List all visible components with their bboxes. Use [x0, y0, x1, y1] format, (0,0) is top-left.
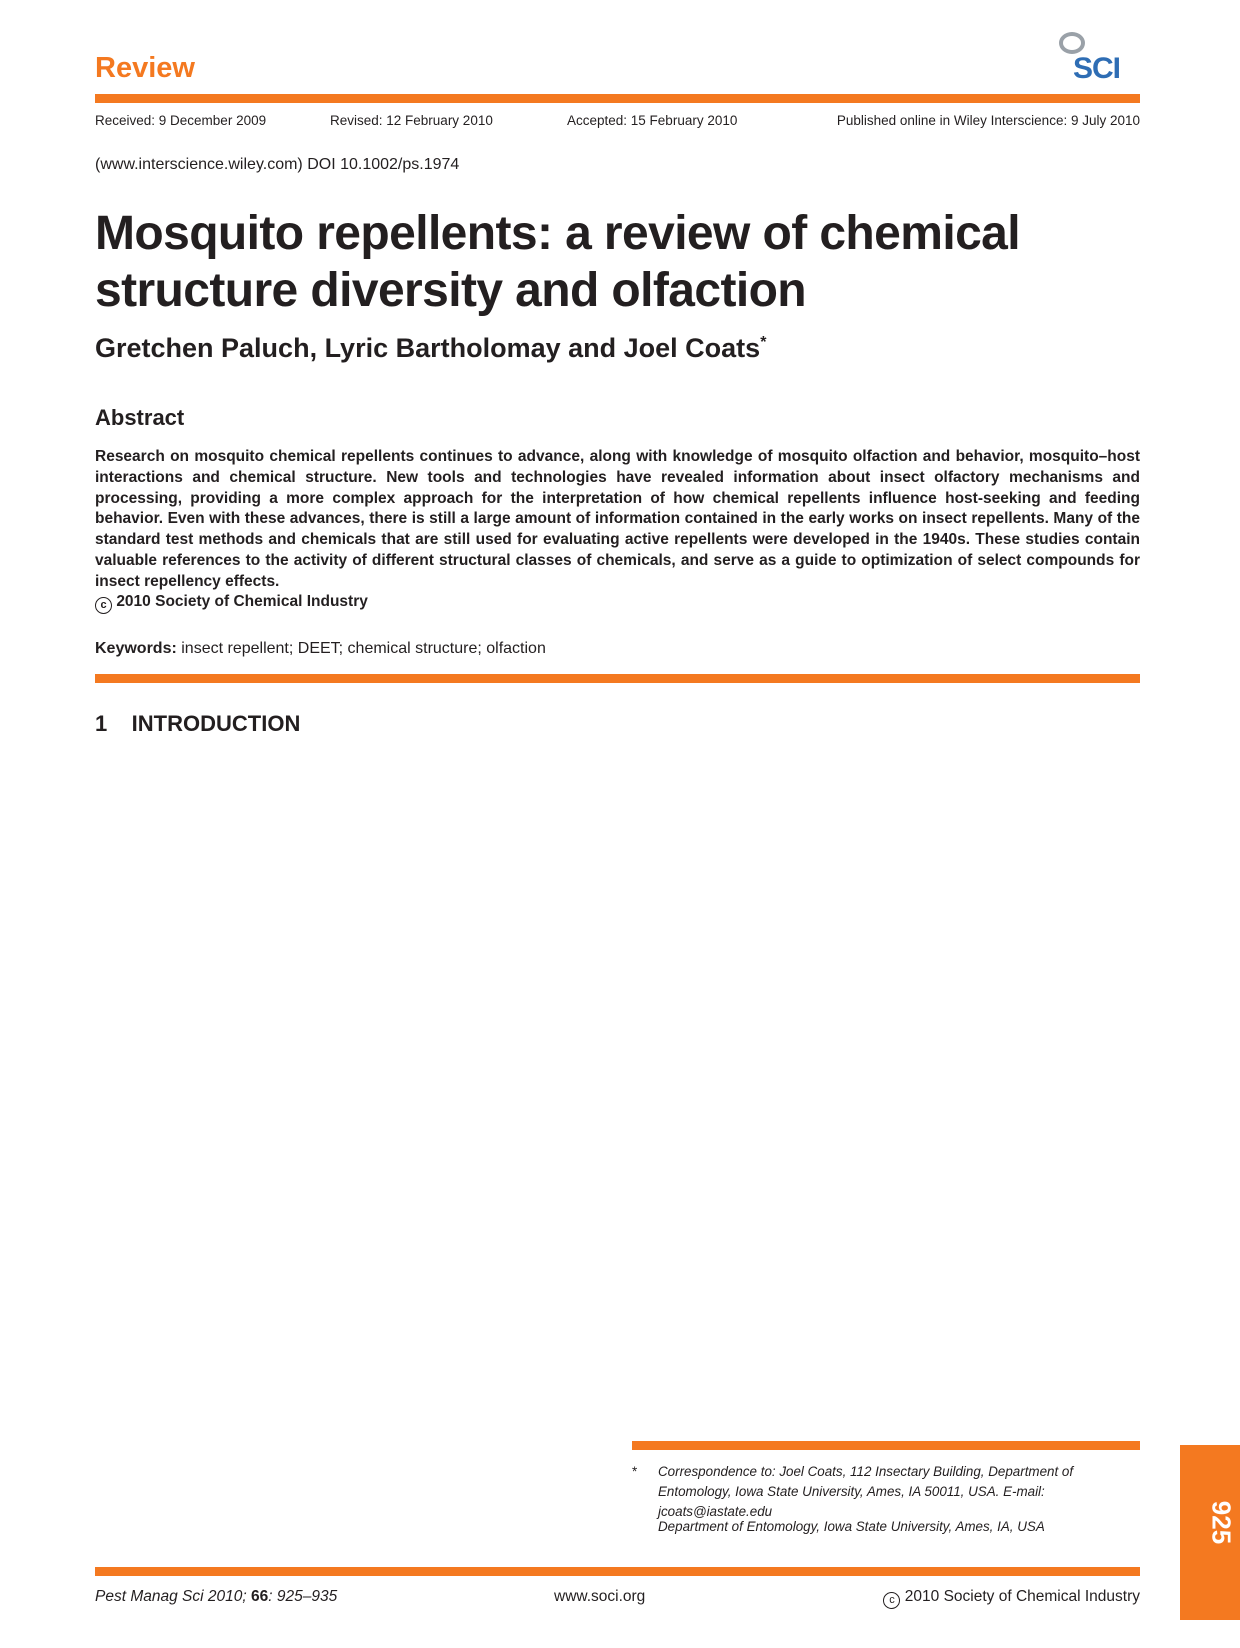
section-heading: 1 INTRODUCTION	[95, 711, 301, 736]
footer-volume: 66	[250, 1588, 269, 1605]
keywords-rule	[95, 674, 1140, 683]
copyright-icon: c	[883, 1592, 900, 1609]
footer-year: 2010;	[207, 1588, 247, 1605]
copyright-icon: c	[95, 597, 112, 614]
abstract-copyright-text: 2010 Society of Chemical Industry	[116, 593, 368, 610]
published-date: Published online in Wiley Interscience: 9 July 2010	[836, 113, 1140, 128]
revised-date: Revised: 12 February 2010	[330, 113, 493, 128]
footer-copyright-text: 2010 Society of Chemical Industry	[904, 1588, 1140, 1605]
doi: (www.interscience.wiley.com) DOI 10.1002/ps.1974	[95, 156, 460, 173]
footer-journal: Pest Manag Sci	[95, 1588, 204, 1605]
keywords-label: Keywords:	[95, 640, 177, 657]
footer-rule	[95, 1567, 1140, 1576]
page-number: 925	[1206, 1500, 1237, 1545]
correspondence-star: *	[632, 1464, 638, 1479]
author-mark: *	[760, 334, 767, 351]
footer-pages: : 925–935	[268, 1588, 338, 1605]
footer-citation	[95, 1588, 337, 1606]
footer-copyright	[883, 1588, 1140, 1609]
correspondence-rule	[632, 1441, 1140, 1450]
abstract-body: Research on mosquito chemical repellents continues to advance, along with knowledge of mosquito olfaction and behavior, mosquito–host interactions and chemical structure. New tools and technologies have revealed information about insect olfactory mechanisms and processing, providing a more complex approach for the interpretation of how chemical repellents influence host-seeking and feeding behavior. Even with these advances, there is still a large amount of information contained in the early works on insect repellents. Many of the standard test methods and chemicals that are still used for evaluating active repellents were developed in the 1940s. These studies contain valuable references to the activity of different structural classes of chemicals, and serve as a guide to optimization of select compounds for insect repellency effects.	[95, 448, 1140, 590]
header-rule	[95, 94, 1140, 103]
sci-logo-text: SCI	[1073, 52, 1121, 85]
author-names: Gretchen Paluch, Lyric Bartholomay and Joel Coats	[95, 333, 761, 363]
footer-url[interactable]: www.soci.org	[554, 1588, 646, 1605]
correspondence-department: Department of Entomology, Iowa State University, Ames, IA, USA	[658, 1519, 1045, 1534]
correspondence-text: Correspondence to: Joel Coats, 112 Insectary Building, Department of Entomology, Iowa State University, Ames, IA 50011, USA. E-mail: jcoats@iastate.edu	[658, 1464, 1074, 1519]
abstract-heading: Abstract	[95, 405, 185, 430]
abstract-copyright	[95, 593, 368, 614]
accepted-date: Accepted: 15 February 2010	[567, 113, 738, 128]
keywords	[95, 640, 546, 658]
sci-logo	[1055, 30, 1145, 86]
article-title: Mosquito repellents: a review of chemical structure diversity and olfaction	[95, 207, 1020, 317]
correspondence-note	[632, 1462, 1140, 1522]
received-date: Received: 9 December 2009	[95, 113, 267, 128]
sci-ring-icon	[1059, 32, 1085, 54]
keywords-text: insect repellent; DEET; chemical structure; olfaction	[181, 640, 546, 657]
authors	[95, 333, 766, 364]
section-label: Review	[95, 52, 195, 84]
page-number-tab	[1180, 1445, 1240, 1620]
